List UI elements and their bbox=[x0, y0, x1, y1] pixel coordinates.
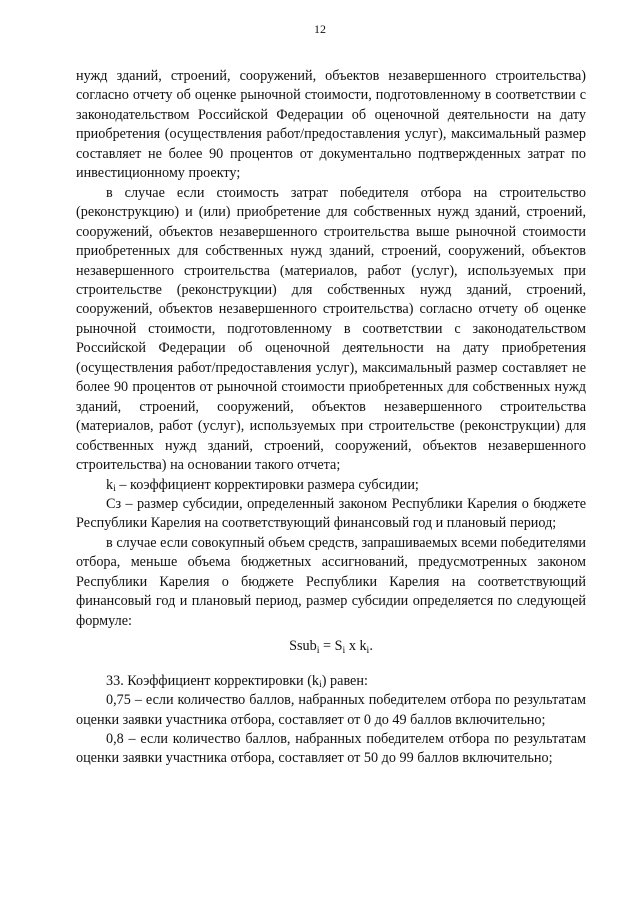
formula-lhs-subscript: i bbox=[316, 644, 320, 656]
paragraph-cost-above-market: в случае если стоимость затрат победителя отбора на строительство (реконструкцию) и (или) приобретение для собственных нужд зданий, строений, сооружений, объектов незавершенного строительства выше рыночной стоимости приобретенных для собственных нужд зданий, строений, сооружений, объектов незавершенного строительства (материалов, работ (услуг), используемых при строительстве (реконструкции) для собственных нужд зданий, строений, сооружений, объектов незавершенного строительства) согласно отчету об оценке рыночной стоимости, подготовленному в соответствии с законодательством Российской Федерации об оценочной деятельности на дату приобретения (осуществления работ/предоставления услуг), максимальный размер составляет не более 90 процентов от рыночной стоимости приобретенных для собственных нужд зданий, строений, сооружений, объектов незавершенного строительства (материалов, работ (услуг), используемых при строительстве (реконструкции) для собственных нужд зданий, строений, сооружений, объектов незавершенного строительства) на основании такого отчета; bbox=[76, 184, 586, 474]
ki-subscript: i bbox=[113, 483, 116, 494]
ki-definition-text: – коэффициент корректировки размера субсидии; bbox=[115, 476, 419, 493]
subsidy-formula bbox=[76, 637, 586, 656]
paragraph-ki-definition bbox=[76, 476, 586, 495]
ki-variable: k bbox=[106, 476, 114, 493]
document-body bbox=[76, 67, 586, 769]
formula-s-subscript: i bbox=[342, 644, 346, 656]
paragraph-coefficient-heading bbox=[76, 672, 586, 691]
coefficient-heading-after: ) равен: bbox=[321, 672, 368, 689]
formula-times: x bbox=[345, 638, 360, 655]
paragraph-cz-definition: Cз – размер субсидии, определенный законом Республики Карелия о бюджете Республики Карелия на соответствующий финансовый год и плановый период; bbox=[76, 495, 586, 532]
page-number: 12 bbox=[314, 22, 326, 36]
paragraph-total-volume: в случае если совокупный объем средств, запрашиваемых всеми победителями отбора, меньше объема бюджетных ассигнований, предусмотренных законом Республики Карелия о бюджете Республики Карелия на соответствующий финансовый год и плановый период, размер субсидии определяется по следующей формуле: bbox=[76, 534, 586, 629]
paragraph-coefficient-075: 0,75 – если количество баллов, набранных победителем отбора по результатам оценки заявки участника отбора, составляет от 0 до 49 баллов включительно; bbox=[76, 692, 586, 728]
paragraph-continuation: нужд зданий, строений, сооружений, объектов незавершенного строительства) согласно отчету об оценке рыночной стоимости, подготовленному в соответствии с законодательством Российской Федерации об оценочной деятельности на дату приобретения (осуществления работ/предоставления услуг), максимальный размер составляет не более 90 процентов от документально подтвержденных затрат по инвестиционному проекту; bbox=[76, 68, 586, 182]
formula-k: k bbox=[359, 638, 367, 655]
coefficient-heading-subscript: i bbox=[319, 679, 322, 691]
formula-s: S bbox=[334, 638, 343, 655]
paragraph-coefficient-08: 0,8 – если количество баллов, набранных победителем отбора по результатам оценки заявки участника отбора, составляет от 50 до 99 баллов включительно; bbox=[76, 730, 586, 767]
formula-lhs: Ssub bbox=[289, 638, 317, 655]
formula-k-subscript: i bbox=[366, 644, 370, 656]
formula-equals: = bbox=[319, 638, 335, 655]
formula-end: . bbox=[369, 638, 373, 655]
coefficient-heading-before: 33. Коэффициент корректировки (k bbox=[106, 672, 320, 689]
